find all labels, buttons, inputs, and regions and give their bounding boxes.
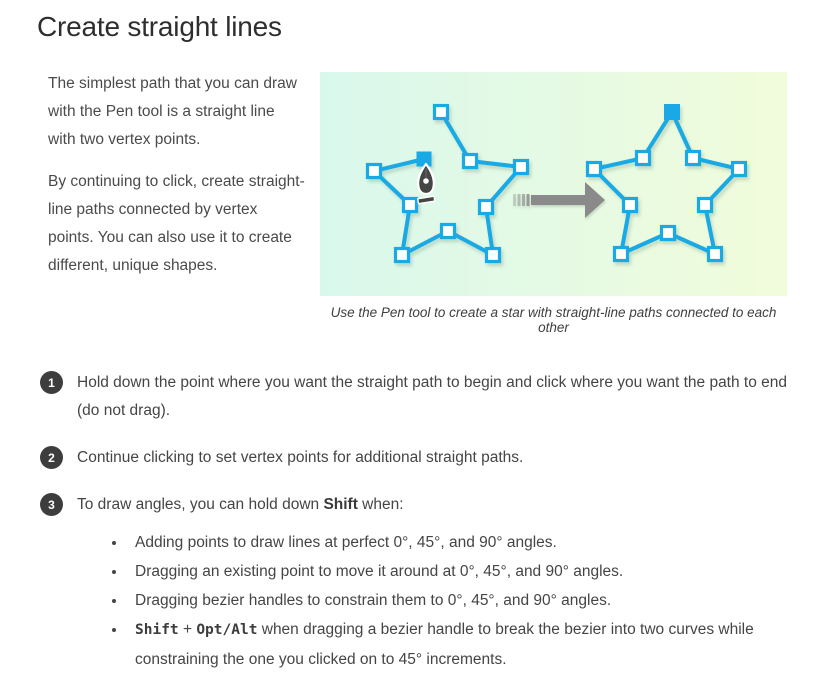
page-title: Create straight lines xyxy=(37,11,282,42)
vertex-handle xyxy=(687,152,700,165)
vertex-handle xyxy=(699,199,712,212)
vertex-handle xyxy=(733,163,746,176)
vertex-handle xyxy=(368,165,381,178)
bullet-item: • Adding points to draw lines at perfect 0°, 45°, and 90° angles. xyxy=(127,528,792,557)
vertex-handle xyxy=(709,248,722,261)
star-illustration xyxy=(320,72,787,296)
vertex-handle xyxy=(637,152,650,165)
vertex-handle xyxy=(588,163,601,176)
vertex-handle xyxy=(435,106,448,119)
bullet-item: • Shift + Opt/Alt when dragging a bezier handle to break the bezier into two curves while constraining the one you clicked on to 45° increments. xyxy=(127,615,792,674)
vertex-handle xyxy=(464,155,477,168)
shift-bullet-list xyxy=(77,528,792,674)
opt-alt-key-code: Opt/Alt xyxy=(196,622,258,638)
vertex-handle xyxy=(480,201,493,214)
bullet-item: • Dragging an existing point to move it around at 0°, 45°, and 90° angles. xyxy=(127,557,792,586)
steps-list xyxy=(40,369,792,693)
pen-tool-star-figure xyxy=(320,72,787,296)
shift-key-label: Shift xyxy=(323,496,358,513)
step-2 xyxy=(40,444,792,472)
vertex-handle xyxy=(404,199,417,212)
vertex-handle xyxy=(515,161,528,174)
bullet-item: • Dragging bezier handles to constrain them to 0°, 45°, and 90° angles. xyxy=(127,586,792,615)
vertex-handle xyxy=(615,248,628,261)
vertex-handle xyxy=(487,249,500,262)
step-number-badge: 2 xyxy=(40,446,63,469)
selected-vertex-handle xyxy=(664,104,680,120)
selected-vertex-handle xyxy=(417,152,432,167)
figure-caption: Use the Pen tool to create a star with straight-line paths connected to each other xyxy=(330,305,777,335)
intro-text xyxy=(48,70,306,280)
vertex-handle xyxy=(396,249,409,262)
step-2-text: Continue clicking to set vertex points for additional straight paths. xyxy=(77,449,524,466)
step-number-badge: 1 xyxy=(40,371,63,394)
intro-paragraph-2: By continuing to click, create straight-line paths connected by vertex points. You can also use it to create different, unique shapes. xyxy=(48,173,305,274)
step-3 xyxy=(40,491,792,674)
intro-paragraph-1: The simplest path that you can draw with the Pen tool is a straight line with two vertex points. xyxy=(48,75,297,148)
vertex-handle xyxy=(624,199,637,212)
step-1-text: Hold down the point where you want the straight path to begin and click where you want the path to end (do not drag). xyxy=(77,374,788,419)
step-number-badge: 3 xyxy=(40,493,63,516)
shift-key-code: Shift xyxy=(135,622,179,638)
step-3-text: To draw angles, you can hold down Shift when: xyxy=(77,496,404,513)
step-1 xyxy=(40,369,792,425)
vertex-handle xyxy=(662,227,675,240)
vertex-handle xyxy=(442,225,455,238)
